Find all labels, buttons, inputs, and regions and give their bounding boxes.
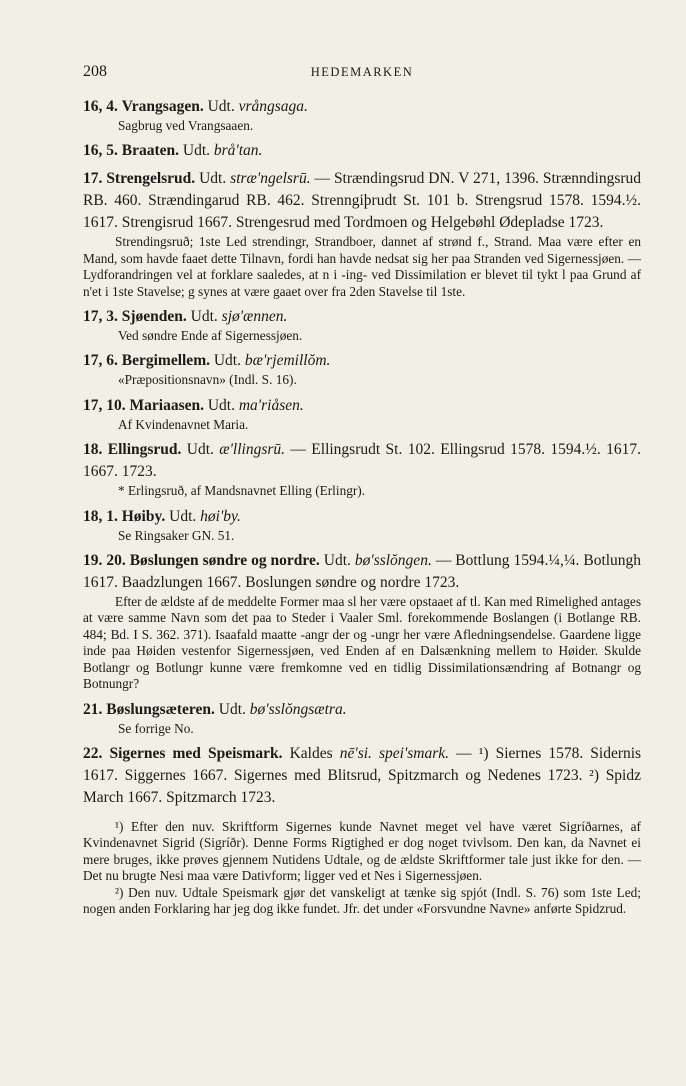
page-header — [83, 60, 641, 82]
entry-udt: Udt. — [218, 700, 246, 718]
entry-udt: Udt. — [190, 308, 218, 326]
entry-number: 19. 20. — [83, 552, 126, 570]
entry-udt: Udt. — [207, 396, 235, 414]
entry-note: Strendingsruð; 1ste Led strendingr, Strandboer, dannet af strønd f., Strand. Maa være efter en Mand, som havde faaet dette Tilnavn, fordi han havde nedsat sig her paa Stranden ved Sigernessjøen. — Lydforandringen vel at forklare saaledes, at n i -ing- ved Dissimilation er blevet til tykt l paa Grund af n'et i 1ste Stavelse; g synes at være gaaet over fra 2den Stavelse til 1ste. — [83, 234, 641, 299]
entry-heading — [83, 168, 641, 234]
entry-pronunciation: ma'riåsen. — [238, 396, 304, 414]
entry-number: 17, 3. — [83, 308, 118, 326]
entry-heading — [83, 439, 641, 483]
entry-number: 17, 10. — [83, 396, 126, 414]
entry — [83, 306, 641, 344]
entry-udt: Udt. — [182, 142, 211, 160]
entry-number: 17, 6. — [83, 352, 118, 370]
entry-name: Bergimellem. — [121, 352, 210, 370]
entry-pronunciation: æ'llingsrū. — [219, 441, 286, 459]
entry-udt: Udt. — [186, 441, 214, 459]
entry-note: Ved søndre Ende af Sigernessjøen. — [118, 328, 303, 344]
entry-number: 18. — [83, 441, 103, 459]
entry-name: Høiby. — [121, 507, 166, 525]
entry-name: Ellingsrud. — [107, 441, 182, 459]
entry — [83, 550, 641, 692]
entry-udt: Udt. — [213, 352, 241, 370]
entry-note: * Erlingsruð, af Mandsnavnet Elling (Erlingr). — [118, 483, 366, 499]
entry-pronunciation: sjø'ænnen. — [221, 308, 288, 326]
entries-list — [83, 96, 641, 809]
entry-pronunciation: vrångsaga. — [238, 98, 308, 115]
entry — [83, 743, 641, 809]
entry-forms: — Strændingsrud DN. V 271, 1396. Strænndingsrud RB. 460. Strændingarud RB. 462. Strenngiþrudt St. 101 b. Strengsrud 1578. 1594.½. 1617. Strengisrud 1667. Strengesrud med Tordmoen og Helgebøhl Ødepladse 1723. — [83, 170, 642, 232]
entry — [83, 350, 641, 388]
entry-pronunciation: nē'si. spei'smark. — [339, 744, 450, 762]
entry-forms: — ¹) Siernes 1578. Sidernis 1617. Siggernes 1667. Sigernes med Blitsrud, Spitzmarch og Nedenes 1723. ²) Spidz March 1667. Spitzmarch 1723. — [83, 744, 642, 806]
entry-pronunciation: bø'sslŏngen. — [354, 552, 432, 570]
entry-name: Vrangsagen. — [121, 98, 204, 115]
entry — [83, 699, 641, 737]
entry-note: Af Kvindenavnet Maria. — [118, 416, 249, 432]
entry-heading — [83, 395, 641, 417]
entry-pronunciation: brå'tan. — [213, 142, 263, 160]
entry-name: Mariaasen. — [129, 396, 204, 414]
running-title: HEDEMARKEN — [310, 65, 414, 79]
entry-pronunciation: bø'sslŏngsætra. — [249, 700, 347, 718]
entry-name: Sjøenden. — [121, 308, 187, 326]
entry-heading — [83, 306, 641, 328]
entry-number: 17. — [83, 170, 103, 188]
entry-heading — [83, 350, 641, 372]
entry-udt: Udt. — [199, 170, 227, 188]
entry-pronunciation: stræ'ngelsrū. — [230, 170, 311, 188]
entry — [83, 439, 641, 499]
entry-note: «Præpositionsnavn» (Indl. S. 16). — [118, 372, 297, 388]
entry-number: 21. — [83, 700, 103, 718]
entry-name: Strengelsrud. — [106, 170, 196, 188]
entry — [83, 168, 641, 300]
footnotes — [83, 819, 641, 917]
footnote: ²) Den nuv. Udtale Speismark gjør det vanskeligt at tænke sig spjót (Indl. S. 76) som 1ste Led; nogen anden Forklaring har jeg dog ikke fundet. Jfr. det under «Forsvundne Navne» anførte Spidzrud. — [83, 884, 641, 916]
page-number: 208 — [83, 63, 107, 80]
entry-number: 18, 1. — [83, 507, 118, 525]
entry-heading — [83, 743, 641, 809]
entry-udt: Udt. — [207, 98, 235, 115]
entry-pronunciation: høi'by. — [200, 507, 241, 525]
entry-name: Bøslungen søndre og nordre. — [129, 552, 320, 570]
entry-note: Sagbrug ved Vrangsaaen. — [118, 118, 254, 133]
entry-name: Sigernes med Speismark. — [109, 744, 283, 762]
entry-forms: — Bottlung 1594.¼,¼. Botlungh 1617. Baadzlungen 1667. Boslungen søndre og nordre 1723. — [83, 552, 642, 592]
entry-number: 22. — [83, 744, 103, 762]
entry-note: Se forrige No. — [118, 720, 194, 736]
entry-heading — [83, 140, 641, 162]
entry-note: Se Ringsaker GN. 51. — [118, 527, 235, 543]
page — [83, 60, 641, 917]
entry-heading — [83, 96, 641, 118]
entry-number: 16, 5. — [83, 142, 118, 160]
footnote: ¹) Efter den nuv. Skriftform Sigernes kunde Navnet meget vel have været Sigríðarnes, af Kvindenavnet Sigrid (Sigríðr). Denne Forms Rigtighed er dog noget tvivlsom. Den kan, da Navnet ei mere bruges, ikke prøves gjennem Nutidens Udtale, og de ældste Skriftformer tale just ikke for den. — Det nu brugte Nesi maa være Dativform; ligger ved et Nes i Sigernessjøen. — [83, 818, 641, 884]
entry-pronunciation: bæ'rjemillŏm. — [244, 352, 331, 370]
entry-udt: Udt. — [169, 507, 197, 525]
entry-forms: — Ellingsrudt St. 102. Ellingsrud 1578. 1594.½. 1617. 1667. 1723. — [83, 441, 642, 481]
entry-name: Bøslungsæteren. — [106, 700, 215, 718]
entry-udt: Kaldes — [289, 744, 333, 762]
entry — [83, 395, 641, 433]
entry-name: Braaten. — [121, 142, 180, 160]
entry — [83, 506, 641, 544]
entry-number: 16, 4. — [83, 98, 118, 115]
entry-note: Efter de ældste af de meddelte Former maa sl her være opstaaet af tl. Kan med Rimelighed antages at være samme Navn som det paa to Steder i Vaaler Sml. forekommende Boslangen (i Botlange RB. 484; Bd. I S. 362. 371). Isaafald maatte -angr der og -ungr her være Afledningsendelse. Gaardene ligge inde paa Høiden vestenfor Sigernessjøen, ved Enden af en Dalsænkning mellem to Høider. Skulde Botlangr og Botlungr kunne være fremkomne ved en tidlig Dissimilationsændring af Botnangr og Botnungr? — [83, 594, 641, 692]
entry — [83, 96, 641, 134]
entry-heading — [83, 699, 641, 721]
entry-heading — [83, 506, 641, 528]
entry-udt: Udt. — [323, 552, 351, 570]
entry — [83, 140, 641, 162]
entry-heading — [83, 550, 641, 594]
